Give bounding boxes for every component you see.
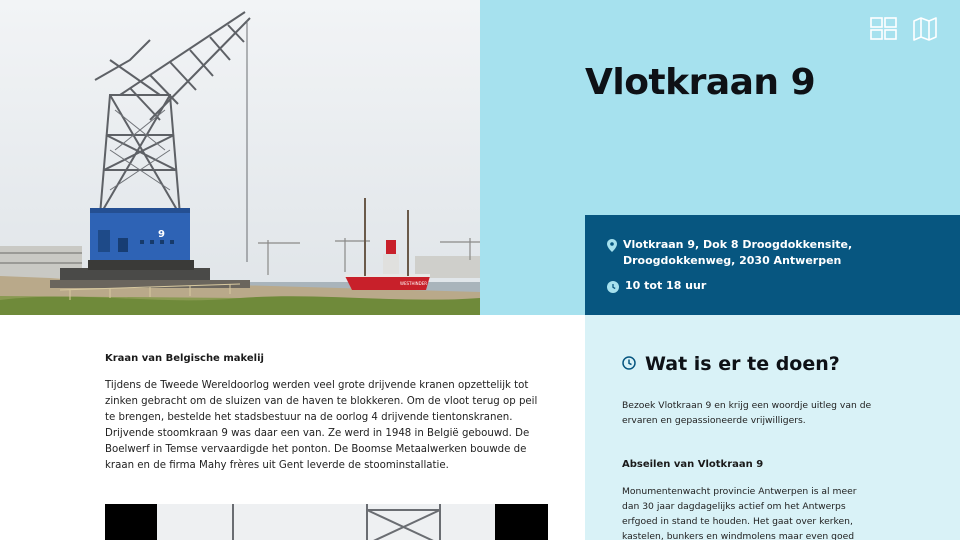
page-title: Vlotkraan 9 — [585, 62, 816, 103]
svg-text:WESTHINDER: WESTHINDER — [400, 281, 428, 286]
article-body: Tijdens de Tweede Wereldoorlog werden veel grote drijvende kranen opzettelijk tot zinken gebracht om de sluizen van de haven te blokkeren. Om de vloot terug op peil te brengen, bestelde het stadsbestuur na de oorlog 4 drijvende tientonskranen. Drijvende stoomkraan 9 was daar een van. Ze werd in 1948 in België gebouwd. De Boelwerf in Temse vervaardigde het ponton. De Boomse Metaalwerken bouwde de kraan en de firma Mahy frères uit Gent leverde de stoominstallatie. — [105, 380, 538, 471]
address-line-1: Vlotkraan 9, Dok 8 Droogdokkensite, — [623, 238, 853, 251]
clock-icon — [607, 278, 619, 297]
clock-icon — [622, 355, 636, 374]
article-heading: Kraan van Belgische makelij — [105, 353, 264, 364]
address-text — [623, 237, 852, 269]
svg-text:9: 9 — [158, 229, 165, 240]
activity-title: Abseilen van Vlotkraan 9 — [622, 459, 764, 470]
activities-header — [622, 353, 840, 375]
location-info-box — [585, 215, 960, 315]
opening-hours: 10 tot 18 uur — [625, 279, 707, 292]
address-line-2: Droogdokkenweg, 2030 Antwerpen — [623, 254, 842, 267]
grid-view-icon[interactable] — [870, 17, 898, 41]
floating-crane-photo — [0, 0, 480, 315]
opening-hours-row — [607, 278, 706, 297]
location-pin-icon — [607, 237, 617, 256]
map-icon[interactable] — [912, 17, 940, 41]
article — [105, 353, 550, 474]
view-toggle — [870, 17, 940, 41]
article-photo — [105, 504, 548, 540]
address-row — [607, 237, 852, 269]
activities-intro: Bezoek Vlotkraan 9 en krijg een woordje uitleg van de ervaren en gepassioneerde vrijwilligers. — [622, 400, 872, 426]
activities-heading: Wat is er te doen? — [645, 353, 840, 375]
hero-photo — [0, 0, 480, 315]
activity-description: Monumentenwacht provincie Antwerpen is al meer dan 30 jaar dagdagelijks actief om het Antwerps erfgoed in stand te houden. Het gaat over kerken, kastelen, bunkers en windmolens maar even goed — [622, 486, 857, 540]
activities-sidebar — [585, 315, 960, 540]
